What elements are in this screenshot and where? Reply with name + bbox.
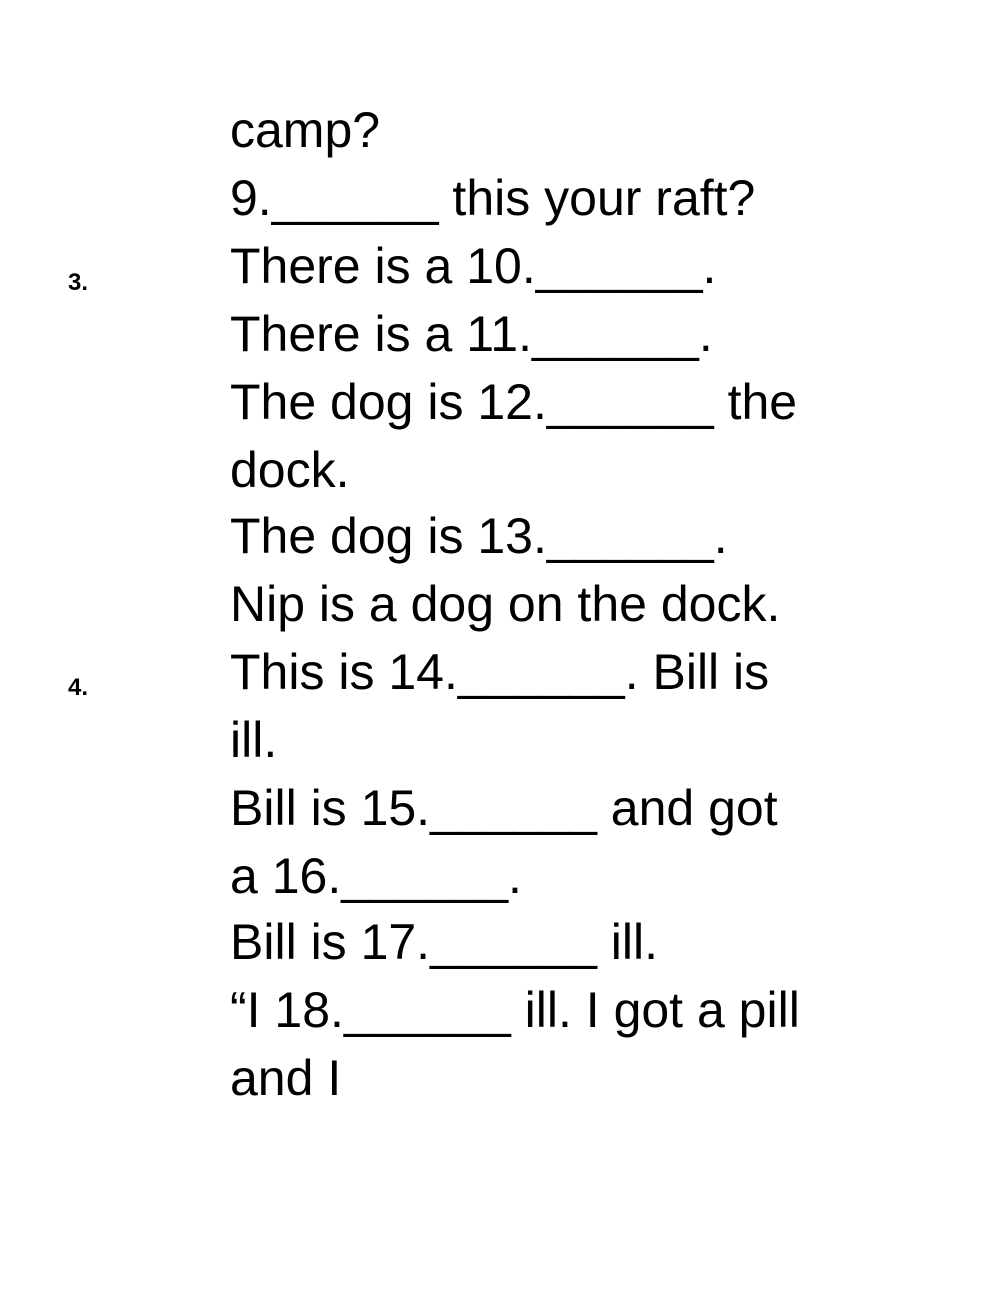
text-line: dock.	[230, 442, 350, 498]
text-line: Bill is 17.______ ill.	[230, 914, 659, 970]
text-line: and I	[230, 1050, 342, 1106]
text-line: Bill is 15.______ and got	[230, 780, 778, 836]
section-number-4: 4.	[68, 674, 89, 701]
text-line: camp?	[230, 102, 381, 158]
text-line: There is a 11.______.	[230, 306, 713, 362]
text-line: The dog is 13.______.	[230, 508, 728, 564]
section-number-3: 3.	[68, 269, 89, 296]
text-line: This is 14.______. Bill is	[230, 644, 770, 700]
text-line: a 16.______.	[230, 848, 522, 904]
text-line: 9.______ this your raft?	[230, 170, 756, 226]
text-line: Nip is a dog on the dock.	[230, 576, 781, 632]
text-line: “I 18.______ ill. I got a pill	[230, 982, 800, 1038]
text-line: ill.	[230, 712, 278, 768]
text-line: The dog is 12.______ the	[230, 374, 798, 430]
text-line: There is a 10.______.	[230, 238, 717, 294]
